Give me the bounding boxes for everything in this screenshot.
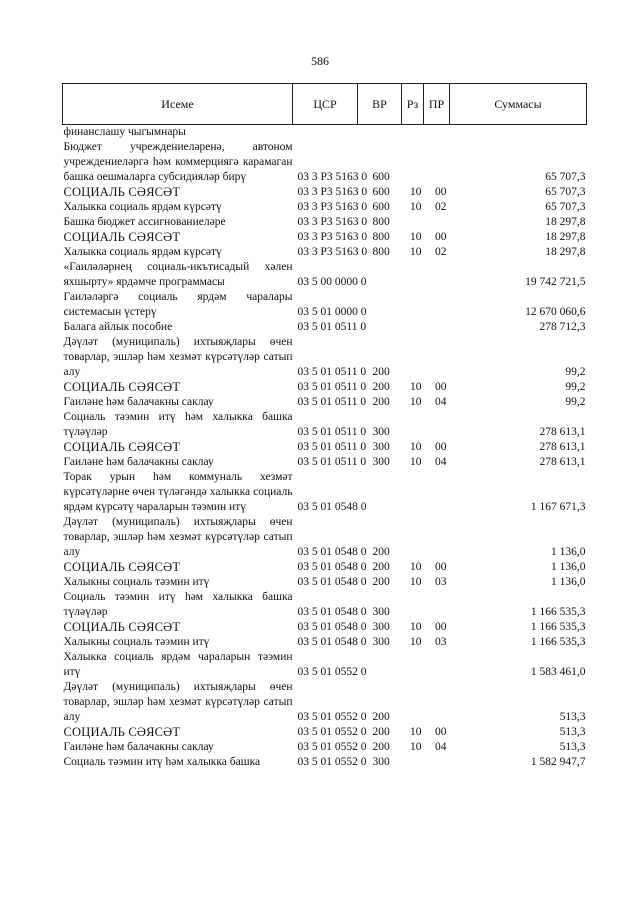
sum-cell: 18 297,8 bbox=[545, 246, 586, 258]
pr-cell bbox=[424, 215, 450, 230]
sum-cell: 1 583 461,0 bbox=[530, 666, 586, 678]
rz-cell bbox=[402, 410, 424, 440]
pr-cell bbox=[424, 290, 450, 320]
rz-cell: 10 bbox=[410, 441, 422, 453]
table-row bbox=[63, 185, 587, 200]
rz-cell bbox=[402, 680, 424, 725]
name-cell: Дәүләт (муниципаль) ихтыяҗлары өчен товарлар, эшләр һәм хезмәт күрсәтүләр сатып алу bbox=[63, 516, 293, 558]
csr-cell: 03 3 Р3 5163 0 bbox=[297, 216, 368, 228]
pr-cell: 04 bbox=[435, 741, 447, 753]
name-cell: финанслашу чыгымнары bbox=[63, 126, 186, 138]
table-row bbox=[63, 515, 587, 560]
rz-cell: 10 bbox=[410, 456, 422, 468]
pr-cell bbox=[424, 650, 450, 680]
vr-cell: 300 bbox=[372, 426, 390, 438]
sum-cell: 99,2 bbox=[565, 366, 586, 378]
csr-cell bbox=[293, 125, 358, 141]
table-row bbox=[63, 215, 587, 230]
sum-cell: 65 707,3 bbox=[545, 186, 586, 198]
sum-cell: 278 613,1 bbox=[539, 441, 586, 453]
name-cell: Балага айлык пособие bbox=[63, 321, 173, 333]
table-row bbox=[63, 650, 587, 680]
vr-cell: 300 bbox=[372, 756, 390, 768]
csr-cell: 03 5 01 0548 0 bbox=[297, 621, 367, 633]
table-row bbox=[63, 590, 587, 620]
rz-cell: 10 bbox=[410, 636, 422, 648]
vr-cell bbox=[358, 125, 402, 141]
pr-cell bbox=[424, 335, 450, 380]
vr-cell: 200 bbox=[372, 741, 390, 753]
rz-cell: 10 bbox=[410, 186, 422, 198]
csr-cell: 03 5 01 0548 0 bbox=[297, 546, 367, 558]
rz-cell bbox=[402, 125, 424, 141]
sum-cell: 513,3 bbox=[559, 711, 586, 723]
table-row bbox=[63, 260, 587, 290]
sum-cell: 19 742 721,5 bbox=[525, 276, 586, 288]
rz-cell bbox=[402, 140, 424, 185]
column-header-sum: Суммасы bbox=[450, 84, 587, 125]
table-row bbox=[63, 320, 587, 335]
sum-cell: 513,3 bbox=[559, 741, 586, 753]
pr-cell bbox=[424, 140, 450, 185]
pr-cell: 02 bbox=[435, 201, 447, 213]
pr-cell: 00 bbox=[435, 381, 447, 393]
csr-cell: 03 5 00 0000 0 bbox=[297, 276, 367, 288]
name-cell: СОЦИАЛЬ СӘЯСӘТ bbox=[63, 560, 181, 574]
vr-cell: 200 bbox=[372, 561, 390, 573]
vr-cell: 200 bbox=[372, 381, 390, 393]
page-number: 586 bbox=[311, 54, 329, 68]
pr-cell: 04 bbox=[435, 456, 447, 468]
budget-table bbox=[62, 83, 587, 770]
pr-cell: 00 bbox=[435, 726, 447, 738]
csr-cell: 03 3 Р3 5163 0 bbox=[297, 231, 368, 243]
column-header-pr: ПР bbox=[424, 84, 450, 125]
sum-cell: 1 582 947,7 bbox=[530, 756, 586, 768]
sum-cell: 513,3 bbox=[559, 726, 586, 738]
rz-cell bbox=[402, 470, 424, 515]
name-cell: СОЦИАЛЬ СӘЯСӘТ bbox=[63, 185, 181, 199]
pr-cell: 00 bbox=[435, 231, 447, 243]
vr-cell: 800 bbox=[372, 216, 390, 228]
pr-cell bbox=[424, 755, 450, 770]
rz-cell bbox=[402, 515, 424, 560]
name-cell: Гаиләне һәм балачакны саклау bbox=[63, 396, 214, 408]
sum-cell: 18 297,8 bbox=[545, 231, 586, 243]
pr-cell: 03 bbox=[435, 636, 447, 648]
csr-cell: 03 5 01 0511 0 bbox=[297, 456, 367, 468]
name-cell: Торак урын һәм коммуналь хезмәт күрсәтүләрне өчен түләгәндә халыкка социаль ярдәм күрсәтү чараларын тәэмин итү bbox=[63, 471, 293, 513]
vr-cell: 200 bbox=[372, 366, 390, 378]
rz-cell: 10 bbox=[410, 741, 422, 753]
name-cell: Социаль тәэмин итү һәм халыкка башка түләүләр bbox=[63, 591, 293, 618]
csr-cell: 03 5 01 0511 0 bbox=[297, 396, 367, 408]
csr-cell: 03 5 01 0552 0 bbox=[297, 666, 367, 678]
table-row bbox=[63, 230, 587, 245]
pr-cell: 02 bbox=[435, 246, 447, 258]
rz-cell: 10 bbox=[410, 381, 422, 393]
vr-cell: 800 bbox=[372, 231, 390, 243]
csr-cell: 03 5 01 0552 0 bbox=[297, 711, 367, 723]
csr-cell: 03 5 01 0511 0 bbox=[297, 441, 367, 453]
pr-cell bbox=[424, 515, 450, 560]
vr-cell: 200 bbox=[372, 576, 390, 588]
rz-cell: 10 bbox=[410, 726, 422, 738]
csr-cell: 03 5 01 0511 0 bbox=[297, 381, 367, 393]
csr-cell: 03 5 01 0000 0 bbox=[297, 306, 367, 318]
rz-cell bbox=[402, 335, 424, 380]
name-cell: Халыкка социаль ярдәм күрсәтү bbox=[63, 201, 222, 213]
table-row bbox=[63, 755, 587, 770]
name-cell: Дәүләт (муниципаль) ихтыяҗлары өчен товарлар, эшләр һәм хезмәт күрсәтүләр сатып алу bbox=[63, 681, 293, 723]
table-row bbox=[63, 620, 587, 635]
sum-cell: 1 136,0 bbox=[551, 576, 586, 588]
table-row bbox=[63, 725, 587, 740]
sum-cell: 99,2 bbox=[565, 381, 586, 393]
csr-cell: 03 3 Р3 5163 0 bbox=[297, 186, 368, 198]
name-cell: Халыкка социаль ярдәм чараларын тәэмин итү bbox=[63, 651, 293, 678]
pr-cell: 00 bbox=[435, 561, 447, 573]
csr-cell: 03 3 Р3 5163 0 bbox=[297, 201, 368, 213]
column-header-csr: ЦСР bbox=[293, 84, 358, 125]
csr-cell: 03 3 Р3 5163 0 bbox=[297, 171, 368, 183]
name-cell: Бюджет учреждениеләренә, автоном учреждениеләргә һәм коммерциягә карамаган башка оешмаларга субсидияләр бирү bbox=[63, 141, 293, 183]
vr-cell: 300 bbox=[372, 456, 390, 468]
rz-cell bbox=[402, 590, 424, 620]
sum-cell bbox=[450, 125, 587, 141]
pr-cell bbox=[424, 680, 450, 725]
sum-cell: 1 166 535,3 bbox=[530, 636, 586, 648]
table-row bbox=[63, 410, 587, 440]
name-cell: Гаиләне һәм балачакны саклау bbox=[63, 741, 214, 753]
name-cell: Халыкны социаль тәэмин итү bbox=[63, 576, 210, 588]
name-cell: Дәүләт (муниципаль) ихтыяҗлары өчен товарлар, эшләр һәм хезмәт күрсәтүләр сатып алу bbox=[63, 336, 293, 378]
table-row bbox=[63, 395, 587, 410]
rz-cell: 10 bbox=[410, 561, 422, 573]
csr-cell: 03 3 Р3 5163 0 bbox=[297, 246, 368, 258]
sum-cell: 65 707,3 bbox=[545, 201, 586, 213]
table-row bbox=[63, 140, 587, 185]
rz-cell bbox=[402, 290, 424, 320]
sum-cell: 1 166 535,3 bbox=[530, 606, 586, 618]
pr-cell bbox=[424, 125, 450, 141]
sum-cell: 1 136,0 bbox=[551, 546, 586, 558]
vr-cell: 600 bbox=[372, 171, 390, 183]
csr-cell: 03 5 01 0511 0 bbox=[297, 426, 367, 438]
sum-cell: 18 297,8 bbox=[545, 216, 586, 228]
sum-cell: 1 167 671,3 bbox=[530, 501, 586, 513]
name-cell: Халыкны социаль тәэмин итү bbox=[63, 636, 210, 648]
name-cell: СОЦИАЛЬ СӘЯСӘТ bbox=[63, 440, 181, 454]
rz-cell bbox=[402, 755, 424, 770]
name-cell: Халыкка социаль ярдәм күрсәтү bbox=[63, 246, 222, 258]
table-row bbox=[63, 635, 587, 650]
sum-cell: 99,2 bbox=[565, 396, 586, 408]
vr-cell: 300 bbox=[372, 441, 390, 453]
vr-cell: 200 bbox=[372, 711, 390, 723]
column-header-rz: Рз bbox=[402, 84, 424, 125]
table-header-row bbox=[63, 84, 587, 125]
pr-cell: 00 bbox=[435, 441, 447, 453]
name-cell: Социаль тәэмин итү һәм халыкка башка түләүләр bbox=[63, 411, 293, 438]
csr-cell: 03 5 01 0552 0 bbox=[297, 741, 367, 753]
table-row bbox=[63, 290, 587, 320]
pr-cell bbox=[424, 320, 450, 335]
name-cell: «Гаиләләрнең социаль-икътисадый хәлен яхшырту» ярдәмче программасы bbox=[63, 261, 293, 288]
table-row bbox=[63, 335, 587, 380]
rz-cell bbox=[402, 260, 424, 290]
name-cell: Социаль тәэмин итү һәм халыкка башка bbox=[63, 756, 261, 768]
pr-cell bbox=[424, 260, 450, 290]
sum-cell: 1 166 535,3 bbox=[530, 621, 586, 633]
rz-cell: 10 bbox=[410, 201, 422, 213]
vr-cell: 800 bbox=[372, 246, 390, 258]
vr-cell: 600 bbox=[372, 201, 390, 213]
pr-cell: 04 bbox=[435, 396, 447, 408]
csr-cell: 03 5 01 0548 0 bbox=[297, 576, 367, 588]
table-row bbox=[63, 575, 587, 590]
pr-cell: 00 bbox=[435, 621, 447, 633]
column-header-name: Исеме bbox=[63, 84, 293, 125]
name-cell: СОЦИАЛЬ СӘЯСӘТ bbox=[63, 380, 181, 394]
pr-cell bbox=[424, 590, 450, 620]
csr-cell: 03 5 01 0511 0 bbox=[297, 366, 367, 378]
table-row bbox=[63, 560, 587, 575]
rz-cell: 10 bbox=[410, 246, 422, 258]
rz-cell bbox=[402, 215, 424, 230]
pr-cell bbox=[424, 410, 450, 440]
name-cell: Гаиләләргә социаль ярдәм чаралары системасын үстерү bbox=[63, 291, 293, 318]
name-cell: Башка бюджет ассигнованиеләре bbox=[63, 216, 226, 228]
vr-cell: 300 bbox=[372, 636, 390, 648]
sum-cell: 1 136,0 bbox=[551, 561, 586, 573]
rz-cell bbox=[402, 650, 424, 680]
vr-cell: 200 bbox=[372, 396, 390, 408]
table-row bbox=[63, 245, 587, 260]
name-cell: СОЦИАЛЬ СӘЯСӘТ bbox=[63, 725, 181, 739]
table-body bbox=[63, 125, 587, 771]
pr-cell bbox=[424, 470, 450, 515]
vr-cell: 300 bbox=[372, 621, 390, 633]
csr-cell: 03 5 01 0548 0 bbox=[297, 501, 367, 513]
table-row bbox=[63, 380, 587, 395]
name-cell: СОЦИАЛЬ СӘЯСӘТ bbox=[63, 230, 181, 244]
sum-cell: 278 712,3 bbox=[539, 321, 586, 333]
rz-cell: 10 bbox=[410, 621, 422, 633]
csr-cell: 03 5 01 0548 0 bbox=[297, 561, 367, 573]
rz-cell bbox=[402, 320, 424, 335]
csr-cell: 03 5 01 0548 0 bbox=[297, 636, 367, 648]
pr-cell: 00 bbox=[435, 186, 447, 198]
sum-cell: 65 707,3 bbox=[545, 171, 586, 183]
vr-cell: 600 bbox=[372, 186, 390, 198]
rz-cell: 10 bbox=[410, 231, 422, 243]
vr-cell: 200 bbox=[372, 726, 390, 738]
rz-cell: 10 bbox=[410, 396, 422, 408]
pr-cell: 03 bbox=[435, 576, 447, 588]
column-header-vr: ВР bbox=[358, 84, 402, 125]
name-cell: СОЦИАЛЬ СӘЯСӘТ bbox=[63, 620, 181, 634]
table-row bbox=[63, 470, 587, 515]
table-row bbox=[63, 200, 587, 215]
table-row bbox=[63, 740, 587, 755]
csr-cell: 03 5 01 0511 0 bbox=[297, 321, 367, 333]
table-row bbox=[63, 455, 587, 470]
table-row bbox=[63, 440, 587, 455]
csr-cell: 03 5 01 0552 0 bbox=[297, 756, 367, 768]
table-row bbox=[63, 125, 587, 141]
sum-cell: 12 670 060,6 bbox=[525, 306, 586, 318]
vr-cell: 300 bbox=[372, 606, 390, 618]
table-row bbox=[63, 680, 587, 725]
sum-cell: 278 613,1 bbox=[539, 456, 586, 468]
sum-cell: 278 613,1 bbox=[539, 426, 586, 438]
name-cell: Гаиләне һәм балачакны саклау bbox=[63, 456, 214, 468]
csr-cell: 03 5 01 0548 0 bbox=[297, 606, 367, 618]
csr-cell: 03 5 01 0552 0 bbox=[297, 726, 367, 738]
vr-cell: 200 bbox=[372, 546, 390, 558]
rz-cell: 10 bbox=[410, 576, 422, 588]
